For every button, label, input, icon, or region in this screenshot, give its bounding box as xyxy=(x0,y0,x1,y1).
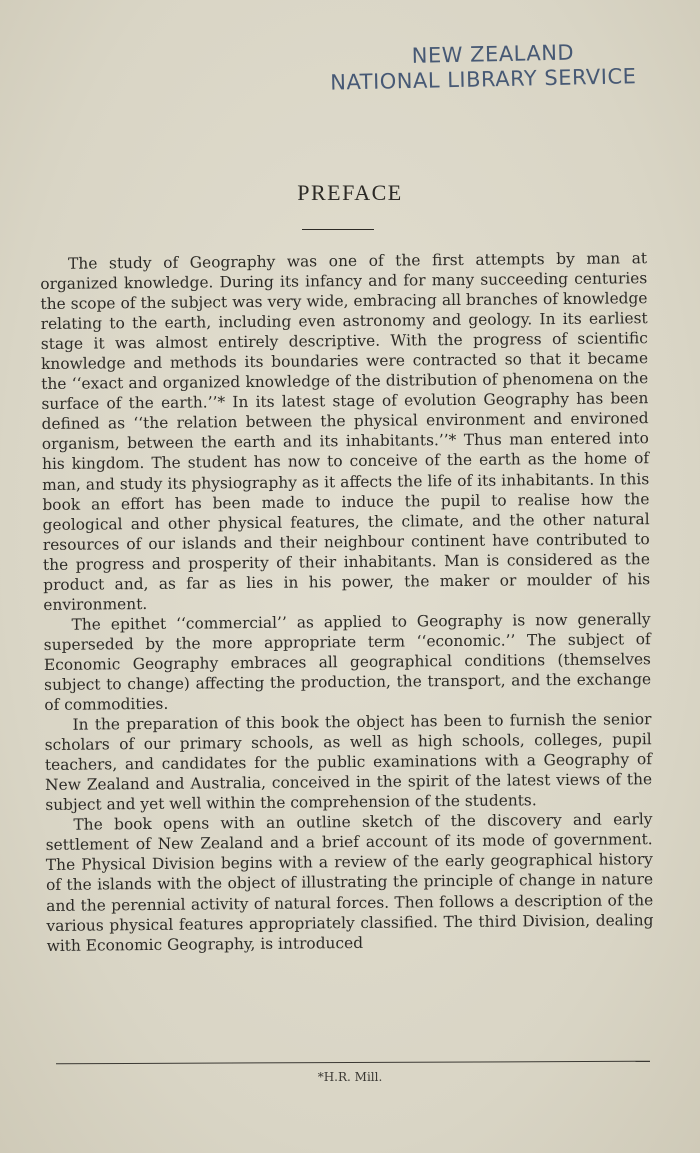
footnote: *H.R. Mill. xyxy=(317,1070,383,1084)
paragraph-2: The epithet ‘‘commercial’’ as applied to Geography is now generally superseded by the more appropriate term ‘‘economic.’’ The subject of Economic Geography embraces all geographical conditions (themselves subject to change) affecting the production, the transport, and the exchange of commodities. xyxy=(43,610,652,715)
stamp-line-1: NEW ZEALAND xyxy=(411,40,575,68)
preface-body xyxy=(40,248,654,955)
page-title: PREFACE xyxy=(297,180,403,205)
title-divider xyxy=(302,229,374,230)
paragraph-1: The study of Geography was one of the first attempts by man at organized knowledge. During its infancy and for many succeeding centuries the scope of the subject was very wide, embracing all branches of knowledge relating to the earth, including even astronomy and geology. In its earliest stage it was almost entirely descriptive. With the progress of scientific knowledge and methods its boundaries were contracted so that it became the ‘‘exact and organized knowledge of the distribution of phenomena on the surface of the earth.’’* In its latest stage of evolution Geography has been defined as ‘‘the relation between the physical environment and environed organism, between the earth and its inhabitants.’’* Thus man entered into his kingdom. The student has now to conceive of the earth as the home of man, and study its physiography as it affects the life of its inhabitants. In this book an effort has been made to induce the pupil to realise how the geological and other physical features, the climate, and the other natural resources of our islands and their neighbour continent have contributed to the progress and prosperity of their inhabitants. Man is considered as the product and, as far as lies in his power, the maker or moulder of his environment. xyxy=(40,249,651,614)
paragraph-3: In the preparation of this book the object has been to furnish the senior scholars of our primary schools, as well as high schools, colleges, pupil teachers, and candidates for the public examinations with a Geography of New Zealand and Australia, conceived in the spirit of the latest views of the subject and yet well within the comprehension of the students. xyxy=(44,710,653,815)
paragraph-4: The book opens with an outline sketch of the discovery and early settlement of New Zealand and a brief account of its mode of government. The Physical Division begins with a review of the early geographical history of the islands with the object of illustrating the principle of change in nature and the perennial activity of natural forces. Then follows a description of the various physical features appropriately classified. The third Division, dealing with Economic Geography, is introduced xyxy=(45,810,654,955)
library-stamp xyxy=(330,38,676,95)
stamp-line-2: NATIONAL LIBRARY SERVICE xyxy=(330,64,637,95)
footnote-divider xyxy=(56,1061,650,1065)
